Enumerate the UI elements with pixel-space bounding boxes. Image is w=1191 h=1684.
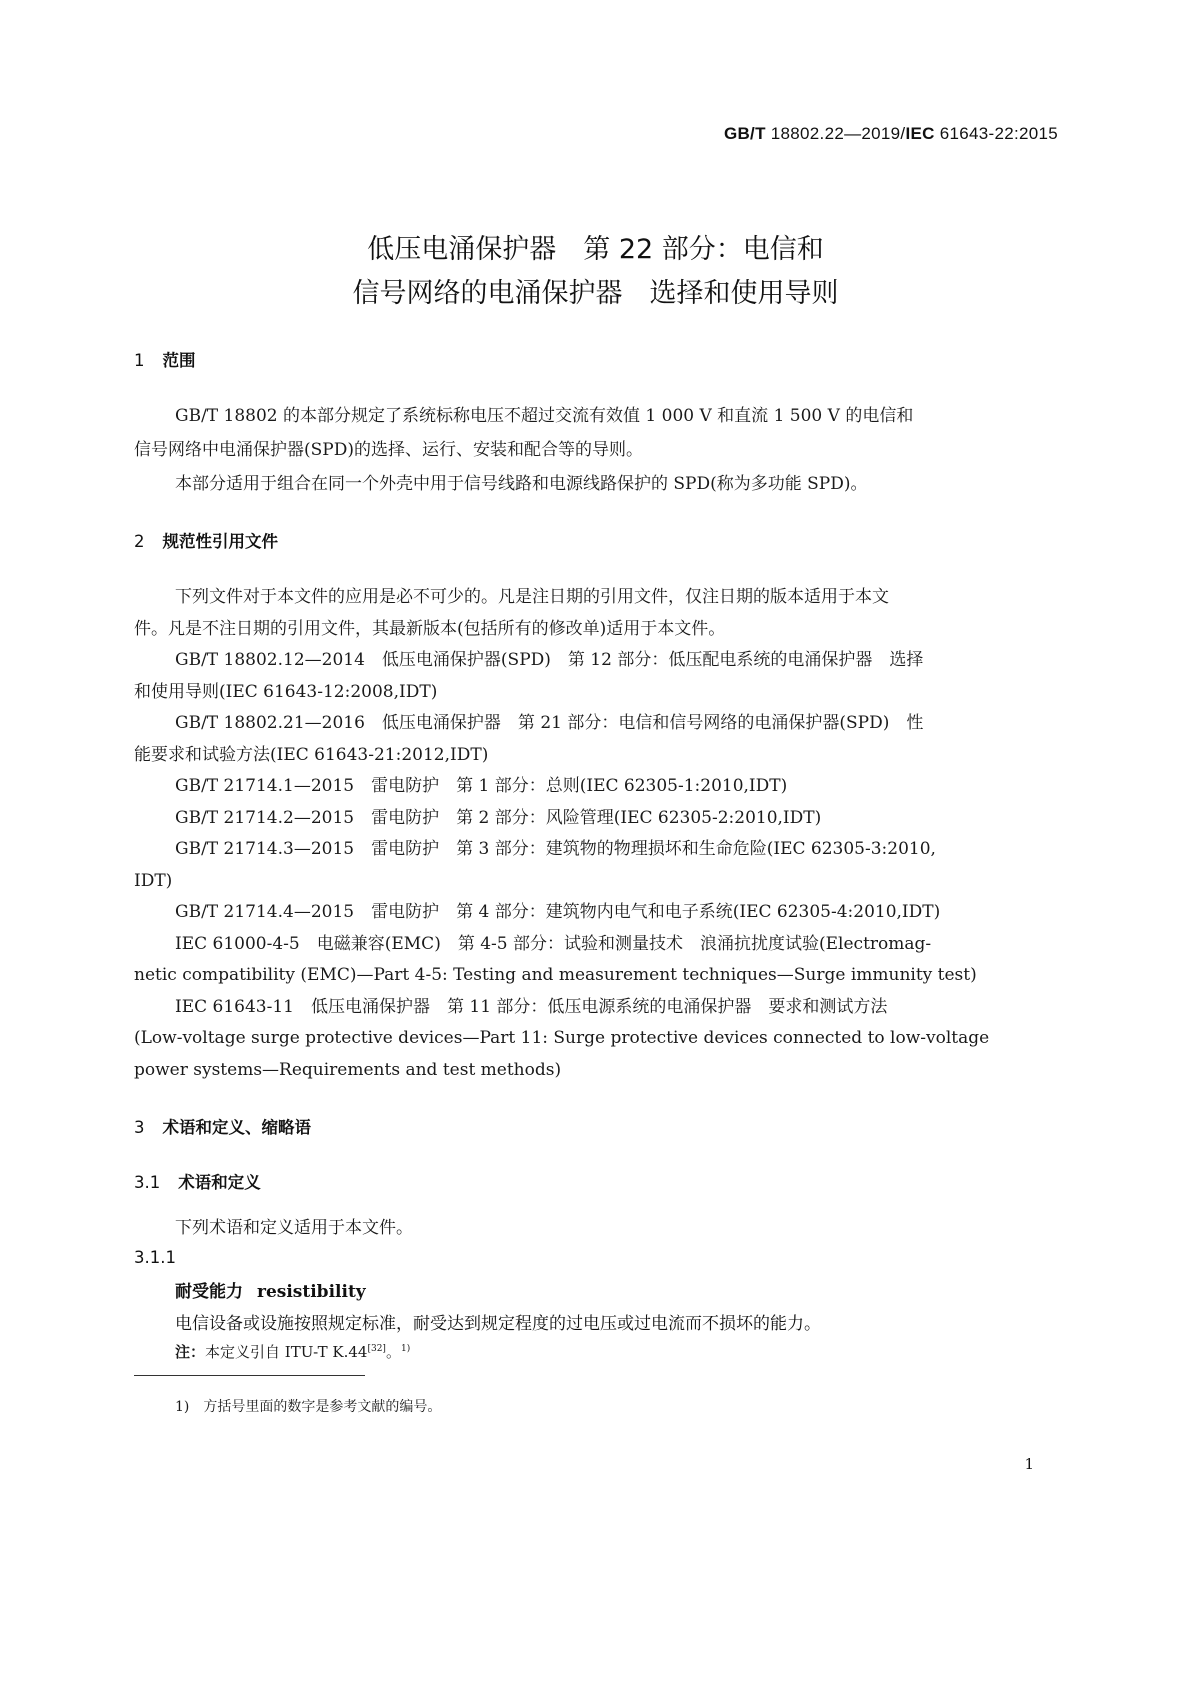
citation-ref: [32]	[367, 1344, 386, 1354]
reference-entry: GB/T 21714.3—2015 雷电防护 第 3 部分：建筑物的物理损坏和生命危险(IEC 62305-3:2010,	[175, 839, 936, 859]
footnote: 1) 方括号里面的数字是参考文献的编号。	[175, 1399, 442, 1415]
reference-entry: GB/T 18802.21—2016 低压电涌保护器 第 21 部分：电信和信号网络的电涌保护器(SPD) 性	[175, 713, 924, 733]
reference-entry: IEC 61000-4-5 电磁兼容(EMC) 第 4-5 部分：试验和测量技术 浪涌抗扰度试验(Electromag-	[175, 933, 932, 954]
standard-identifier	[724, 124, 1058, 144]
std-code-prefix: GB/T	[723, 124, 766, 143]
section-heading-scope: 1 范围	[134, 351, 196, 370]
term-number: 3.1.1	[134, 1248, 176, 1267]
term-entry	[175, 1277, 366, 1302]
normative-references-list: 下列文件对于本文件的应用是必不可少的。凡是注日期的引用文件，仅注日期的版本适用于本文 件。凡是不注日期的引用文件，其最新版本(包括所有的修改单)适用于本文件。 GB/T 18802.12—2014 低压电涌保护器(SPD) 第 12 部分：低压配电系统的电涌保护器 选择 和使用导则(IEC 61643-12:2008,IDT) GB/T 18802.21—2016 低压电涌保护器 第 21 部分：电信和信号网络的电涌保护器(SPD) 性 能要求和试验方法(IEC 61643-21:2012,IDT) GB/T 21714.1—2015 雷电防护 第 1 部分：总则(IEC 62305-1:2010,IDT) GB/T 21714.2—2015 雷电防护 第 2 部分：风险管理(IEC 62305-2:2010,IDT) GB/T 21714.3—2015 雷电防护 第 3 部分：建筑物的物理损坏和生命危险(IEC 62305-3:2010, IDT) GB/T 21714.4—2015 雷电防护 第 4 部分：建筑物内电气和电子系统(IEC 62305-4:2010,IDT) IEC 61000-4-5 电磁兼容(EMC) 第 4-5 部分：试验和测量技术 浪涌抗扰度试验(Electromag- netic compatibility (EMC)—Part 4-5: Testing and measurement techniques—Surge immunity test) IEC 61643-11 低压电涌保护器 第 11 部分：低压电源系统的电涌保护器 要求和测试方法 (Low-voltage surge protective devices—Part 11: Surge protective devices connected to low-voltage power systems—Requirements and test methods)	[134, 582, 1064, 1086]
term-english: resistibility	[257, 1282, 366, 1302]
page-number: 1	[1024, 1455, 1034, 1473]
reference-entry: GB/T 18802.12—2014 低压电涌保护器(SPD) 第 12 部分：低压配电系统的电涌保护器 选择	[175, 650, 924, 670]
reference-entry: IEC 61643-11 低压电涌保护器 第 11 部分：低压电源系统的电涌保护器 要求和测试方法	[175, 996, 888, 1017]
section-heading-terms-abbreviations: 3 术语和定义、缩略语	[134, 1118, 311, 1137]
title-line-2: 信号网络的电涌保护器 选择和使用导则	[352, 278, 839, 309]
reference-entry: GB/T 21714.2—2015 雷电防护 第 2 部分：风险管理(IEC 62305-2:2010,IDT)	[175, 807, 822, 828]
document-title	[0, 228, 1191, 316]
title-line-1: 低压电涌保护器 第 22 部分：电信和	[367, 234, 824, 265]
reference-entry: GB/T 21714.4—2015 雷电防护 第 4 部分：建筑物内电气和电子系统(IEC 62305-4:2010,IDT)	[175, 902, 941, 922]
iec-number: 61643-22:2015	[934, 124, 1058, 143]
term-note: 注：本定义引自 ITU-T K.44[32]。$^{1)}$	[175, 1343, 411, 1361]
subsection-heading-terms-definitions: 3.1 术语和定义	[134, 1173, 261, 1192]
term-chinese: 耐受能力	[175, 1282, 243, 1302]
std-code-number: 18802.22—2019/	[765, 124, 906, 143]
term-definition: 电信设备或设施按照规定标准，耐受达到规定程度的过电压或过电流而不损坏的能力。	[175, 1314, 821, 1334]
iec-prefix: IEC	[905, 124, 935, 143]
section-heading-normative-references: 2 规范性引用文件	[134, 532, 278, 551]
scope-paragraph: GB/T 18802 的本部分规定了系统标称电压不超过交流有效值 1 000 V 和直流 1 500 V 的电信和 信号网络中电涌保护器(SPD)的选择、运行、安装和配合等的导则。 本部分适用于组合在同一个外壳中用于信号线路和电源线路保护的 SPD(称为多功能 SPD)。	[134, 406, 914, 494]
footnote-marker: 1)	[400, 1344, 411, 1354]
reference-entry: GB/T 21714.1—2015 雷电防护 第 1 部分：总则(IEC 62305-1:2010,IDT)	[175, 776, 788, 796]
footnote-divider	[134, 1375, 365, 1376]
terms-intro: 下列术语和定义适用于本文件。	[175, 1218, 413, 1238]
